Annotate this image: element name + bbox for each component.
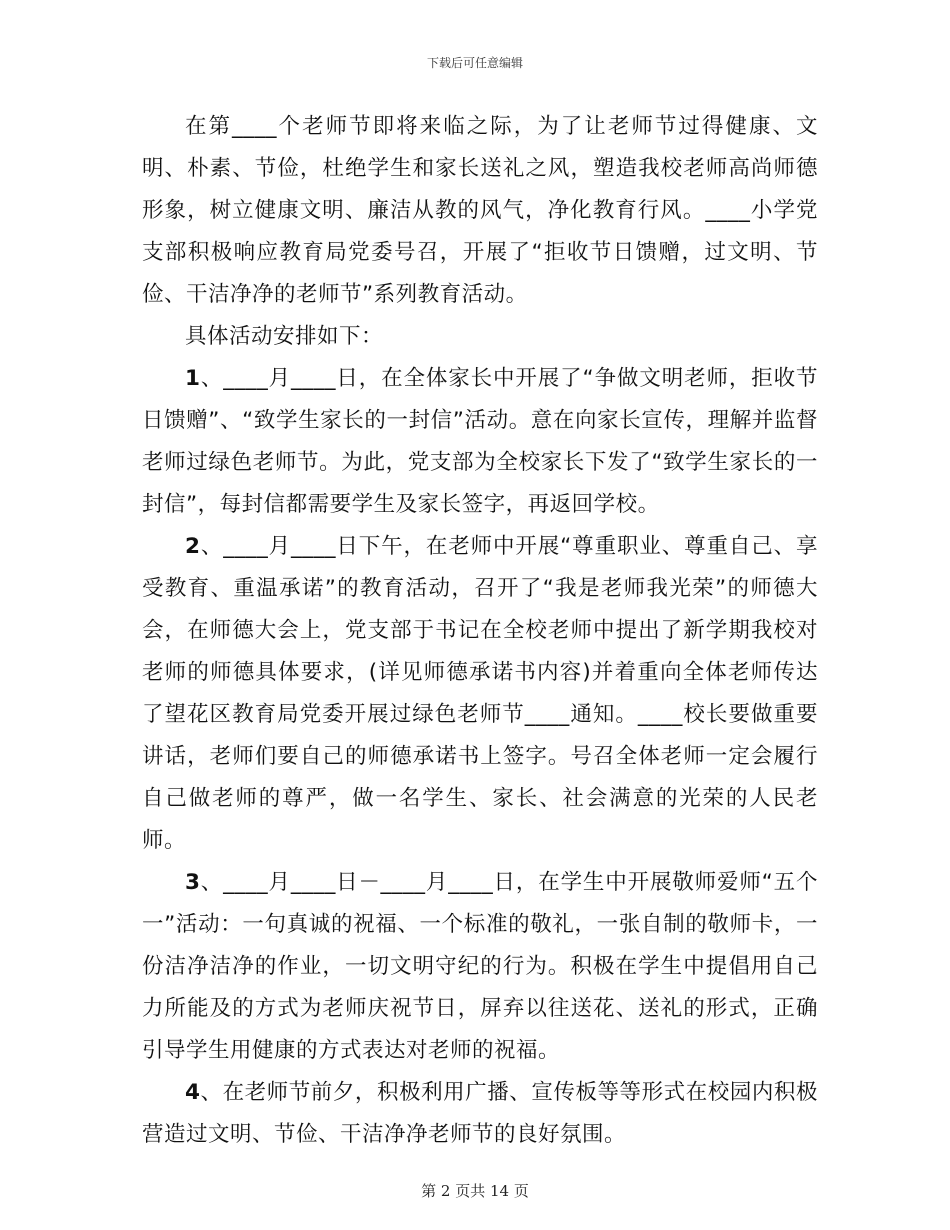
schedule-heading [142,316,818,358]
item-number: 2 [185,534,201,559]
paragraph-text: 、____月____日下午，在老师中开展“尊重职业、尊重自己、享受教育、重温承诺”的教育活动，召开了“我是老师我光荣”的师德大会，在师德大会上，党支部于书记在全校老师中提出了新学期我校对老师的师德具体要求，(详见师德承诺书内容)并着重向全体老师传达了望花区教育局党委开展过绿色老师节____通知。____校长要做重要讲话，老师们要自己的师德承诺书上签字。号召全体老师一定会履行自己做老师的尊严，做一名学生、家长、社会满意的光荣的人民老师。 [142,534,818,853]
paragraph-text: 、在老师节前夕，积极利用广播、宣传板等等形式在校园内积极营造过文明、节俭、干洁净净老师节的良好氛围。 [142,1080,818,1147]
activity-item-3 [142,862,818,1072]
intro-paragraph [142,106,818,316]
activity-item-1 [142,358,818,526]
page-footer: 第 2 页共 14 页 [421,1182,529,1200]
paragraph-text: 、____月____日－____月____日，在学生中开展敬师爱师“五个一”活动：一句真诚的祝福、一个标准的敬礼，一张自制的敬师卡，一份洁净洁净的作业，一切文明守纪的行为。积极在学生中提倡用自己力所能及的方式为老师庆祝节日，屏弃以往送花、送礼的形式，正确引导学生用健康的方式表达对老师的祝福。 [142,870,818,1063]
item-number: 1 [185,366,201,391]
paragraph-text: 、____月____日，在全体家长中开展了“争做文明老师，拒收节日馈赠”、“致学生家长的一封信”活动。意在向家长宣传，理解并监督老师过绿色老师节。为此，党支部为全校家长下发了“致学生家长的一封信”，每封信都需要学生及家长签字，再返回学校。 [142,366,818,517]
activity-item-4 [142,1072,818,1156]
paragraph-text: 在第____个老师节即将来临之际，为了让老师节过得健康、文明、朴素、节俭，杜绝学生和家长送礼之风，塑造我校老师高尚师德形象，树立健康文明、廉洁从教的风气，净化教育行风。____小学党支部积极响应教育局党委号召，开展了“拒收节日馈赠，过文明、节俭、干洁净净的老师节”系列教育活动。 [142,114,818,307]
document-body [142,106,818,1156]
paragraph-text: 具体活动安排如下： [185,324,384,349]
page-header: 下载后可任意编辑 [426,56,523,70]
item-number: 3 [185,870,201,895]
activity-item-2 [142,526,818,862]
item-number: 4 [185,1080,201,1105]
